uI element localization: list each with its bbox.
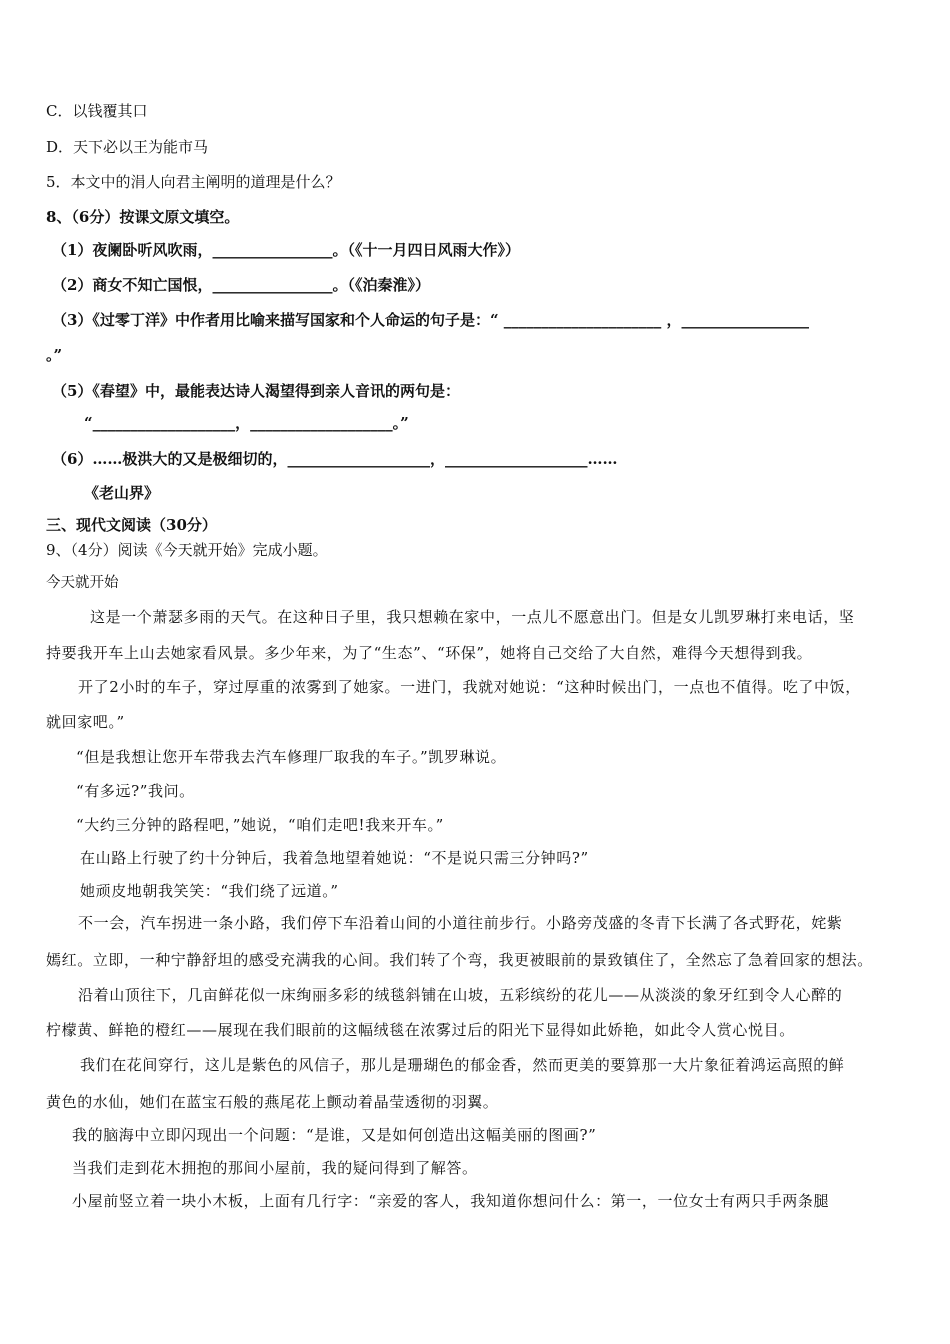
q8-item-5: （5）《春望》中，最能表达诗人渴望得到亲人音讯的两句是：	[52, 382, 460, 400]
story-line: 沿着山顶往下，几亩鲜花似一床绚丽多彩的绒毯斜铺在山坡，五彩缤纷的花儿——从淡淡的象牙红到令人心醉的	[78, 986, 843, 1004]
story-line: 柠檬黄、鲜艳的橙红——展现在我们眼前的这幅绒毯在浓雾过后的阳光下显得如此娇艳，如此令人赏心悦目。	[46, 1021, 795, 1039]
q8-item-3-end: 。”	[46, 346, 63, 364]
story-line: 不一会，汽车拐进一条小路，我们停下车沿着山间的小道往前步行。小路旁茂盛的冬青下长满了各式野花，姹紫	[78, 914, 843, 932]
story-line: 就回家吧。”	[46, 713, 125, 731]
story-line: “但是我想让您开车带我去汽车修理厂取我的车子。”凯罗琳说。	[76, 748, 507, 766]
q8-item-6: （6）……极洪大的又是极细切的，___________________，___________________……	[52, 450, 618, 468]
option-c: C．以钱覆其口	[46, 102, 148, 120]
story-line: “大约三分钟的路程吧，”她说，“咱们走吧!我来开车。”	[76, 816, 444, 834]
story-line: 在山路上行驶了约十分钟后，我着急地望着她说：“不是说只需三分钟吗?”	[80, 849, 589, 867]
story-line: 嫣红。立即，一种宁静舒坦的感受充满我的心间。我们转了个弯，我更被眼前的景致镇住了，全然忘了急着回家的想法。	[46, 951, 873, 969]
story-line: 我们在花间穿行，这儿是紫色的风信子，那儿是珊瑚色的郁金香，然而更美的要算那一大片象征着鸿运高照的鲜	[80, 1056, 845, 1074]
story-line: 开了2小时的车子，穿过厚重的浓雾到了她家。一进门，我就对她说：“这种时候出门，一点也不值得。吃了中饭，	[78, 678, 861, 696]
story-line: 当我们走到花木拥抱的那间小屋前，我的疑问得到了解答。	[72, 1159, 478, 1177]
story-title: 今天就开始	[46, 575, 119, 591]
question-9: 9、（4分）阅读《今天就开始》完成小题。	[46, 541, 328, 559]
q8-item-6-source: 《老山界》	[84, 484, 160, 502]
question-5: 5．本文中的涓人向君主阐明的道理是什么？	[46, 173, 341, 191]
story-line: 我的脑海中立即闪现出一个问题：“是谁，又是如何创造出这幅美丽的图画?”	[72, 1126, 597, 1144]
story-line: 她顽皮地朝我笑笑：“我们绕了远道。”	[80, 882, 339, 900]
question-8-title: 8、（6分）按课文原文填空。	[46, 208, 240, 226]
story-line: 小屋前竖立着一块小木板，上面有几行字：“亲爱的客人，我知道你想问什么：第一，一位女士有两只手两条腿	[72, 1192, 830, 1210]
option-d: D．天下必以王为能市马	[46, 138, 209, 156]
q8-item-2: （2）商女不知亡国恨，________________。（《泊秦淮》）	[52, 276, 430, 294]
story-line: 这是一个萧瑟多雨的天气。在这种日子里，我只想赖在家中，一点儿不愿意出门。但是女儿凯罗琳打来电话，坚	[90, 608, 855, 626]
section-3-heading: 三、现代文阅读（30分）	[46, 516, 217, 534]
story-line: “有多远?”我问。	[76, 782, 195, 800]
story-line: 黄色的水仙，她们在蓝宝石般的燕尾花上颤动着晶莹透彻的羽翼。	[46, 1093, 499, 1111]
story-line: 持要我开车上山去她家看风景。多少年来，为了“生态”、“环保”，她将自己交给了大自然，难得今天想得到我。	[46, 644, 813, 662]
q8-item-1: （1）夜阑卧听风吹雨，________________。（《十一月四日风雨大作》）	[52, 241, 520, 259]
q8-item-5-blanks: “___________________，___________________。”	[84, 414, 409, 432]
q8-item-3: （3）《过零丁洋》中作者用比喻来描写国家和个人命运的句子是：“ _____________________ ，_________________	[52, 311, 810, 329]
